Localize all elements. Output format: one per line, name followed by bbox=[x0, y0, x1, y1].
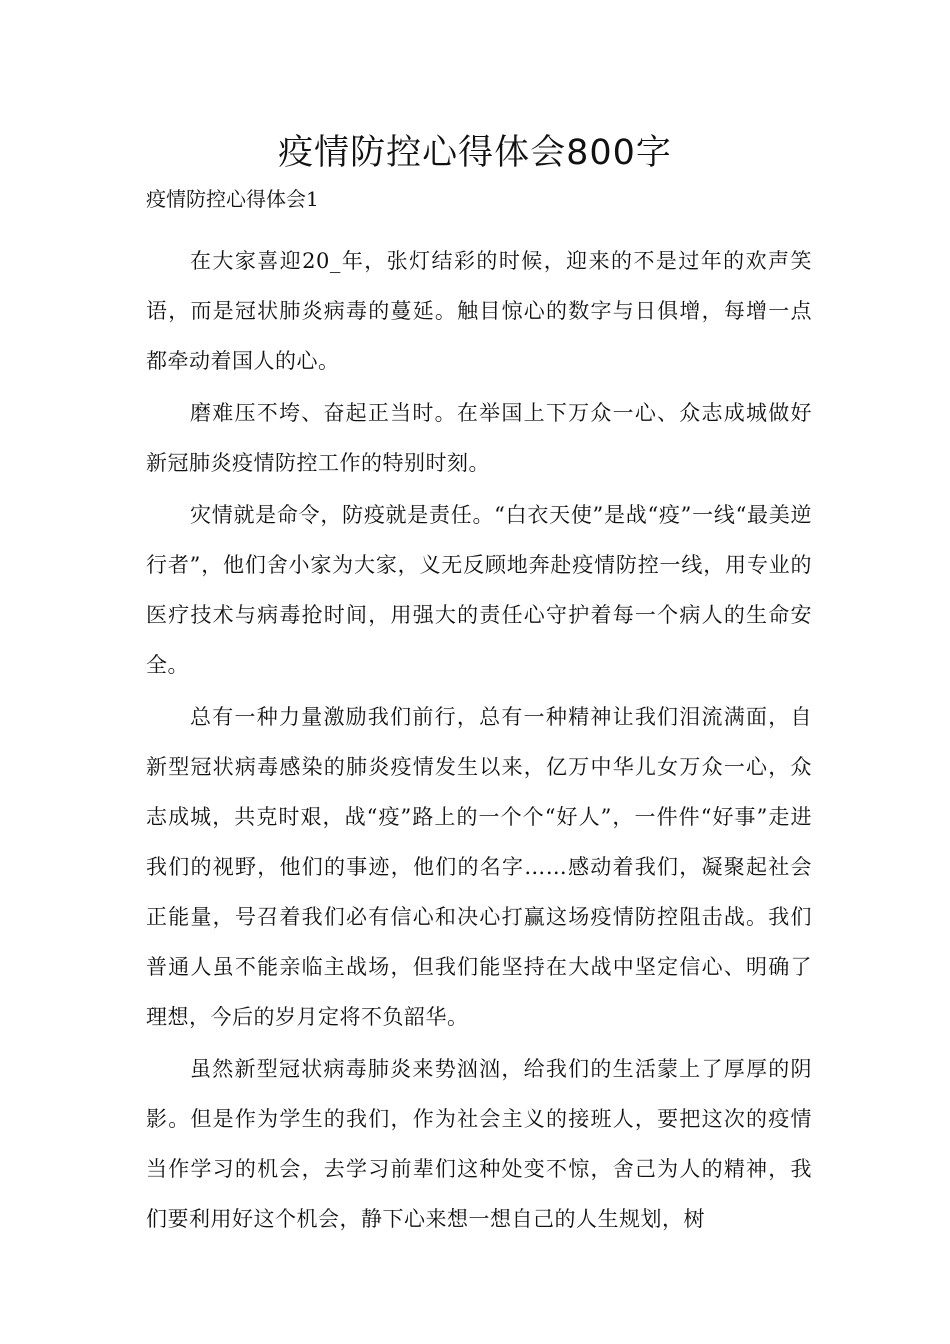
document-title: 疫情防控心得体会800字 bbox=[278, 133, 672, 173]
document-body bbox=[146, 236, 812, 1246]
paragraph: 灾情就是命令，防疫就是责任。“白衣天使”是战“疫”一线“最美逆行者”，他们舍小家为大家，义无反顾地奔赴疫情防控一线，用专业的医疗技术与病毒抢时间，用强大的责任心守护着每一个病人的生命安全。 bbox=[146, 503, 812, 677]
paragraph: 在大家喜迎20_年，张灯结彩的时候，迎来的不是过年的欢声笑语，而是冠状肺炎病毒的蔓延。触目惊心的数字与日俱增，每增一点都牵动着国人的心。 bbox=[146, 249, 812, 373]
section-heading: 疫情防控心得体会1 bbox=[146, 187, 319, 211]
paragraph: 虽然新型冠状病毒肺炎来势汹汹，给我们的生活蒙上了厚厚的阴影。但是作为学生的我们，作为社会主义的接班人，要把这次的疫情当作学习的机会，去学习前辈们这种处变不惊，舍己为人的精神，我们要利用好这个机会，静下心来想一想自己的人生规划，树 bbox=[146, 1057, 812, 1231]
paragraph: 磨难压不垮、奋起正当时。在举国上下万众一心、众志成城做好新冠肺炎疫情防控工作的特别时刻。 bbox=[146, 401, 812, 475]
paragraph: 总有一种力量激励我们前行，总有一种精神让我们泪流满面，自新型冠状病毒感染的肺炎疫情发生以来，亿万中华儿女万众一心，众志成城，共克时艰，战“疫”路上的一个个“好人”，一件件“好事”走进我们的视野，他们的事迹，他们的名字……感动着我们，凝聚起社会正能量，号召着我们必有信心和决心打赢这场疫情防控阻击战。我们普通人虽不能亲临主战场，但我们能坚持在大战中坚定信心、明确了理想，今后的岁月定将不负韶华。 bbox=[146, 705, 812, 1029]
